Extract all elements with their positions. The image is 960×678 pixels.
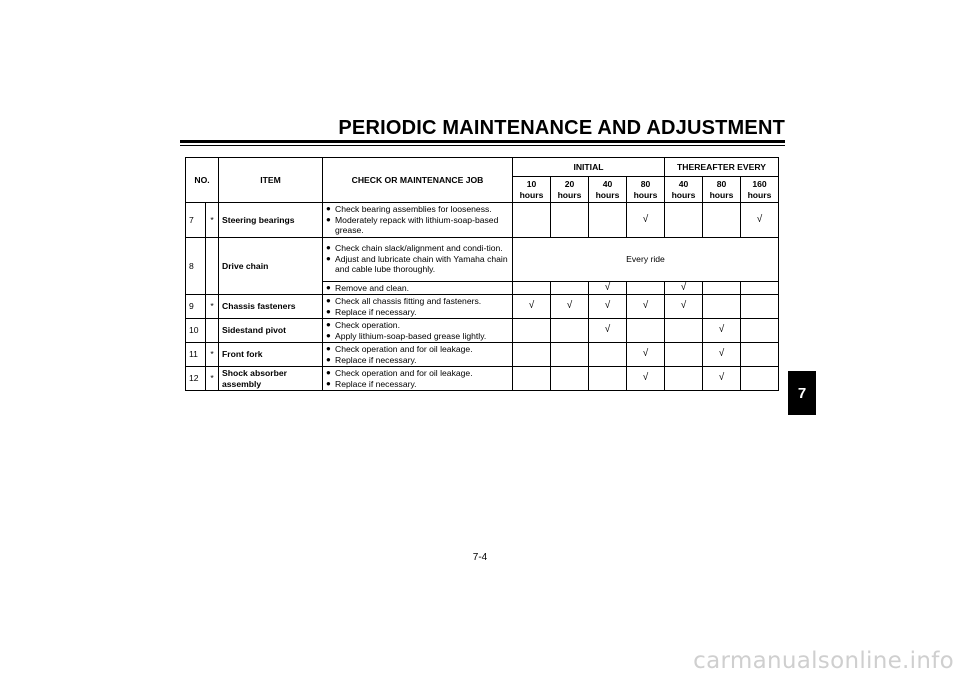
row-item: Drive chain <box>219 237 323 295</box>
job-text: Replace if necessary. <box>335 378 417 389</box>
check-mark-cell: √ <box>589 295 627 319</box>
empty-cell <box>551 319 589 343</box>
job-text: Replace if necessary. <box>335 306 417 317</box>
job-text: Check operation and for oil leakage. <box>335 368 473 378</box>
empty-cell <box>589 203 627 238</box>
header-thereafter: THEREAFTER EVERY <box>665 158 779 177</box>
footer-watermark: carmanualsonline.info <box>693 648 954 674</box>
chapter-tab[interactable]: 7 <box>788 371 816 415</box>
row-star: * <box>206 203 219 238</box>
check-mark-cell: √ <box>627 367 665 391</box>
bullet-icon: ● <box>326 214 331 224</box>
bullet-icon: ● <box>326 253 331 263</box>
interval-value: 80 <box>716 179 727 189</box>
header-interval <box>551 177 589 203</box>
check-mark-cell: √ <box>551 295 589 319</box>
bullet-icon: ● <box>326 204 331 213</box>
header-interval <box>703 177 741 203</box>
page-title: PERIODIC MAINTENANCE AND ADJUSTMENT <box>338 117 785 139</box>
row-job <box>323 319 513 343</box>
table-row <box>186 343 779 367</box>
row-number: 11 <box>186 343 206 367</box>
check-mark-cell: √ <box>627 203 665 238</box>
row-star <box>206 319 219 343</box>
row-item: Chassis fasteners <box>219 295 323 319</box>
job-line <box>326 320 509 331</box>
check-mark-cell: √ <box>627 343 665 367</box>
job-line <box>326 331 509 342</box>
interval-unit: hours <box>633 189 658 200</box>
job-text: Check chain slack/alignment and condi-tion. <box>335 243 503 254</box>
header-interval <box>589 177 627 203</box>
check-mark-cell: √ <box>513 295 551 319</box>
empty-cell <box>665 203 703 238</box>
empty-cell <box>589 367 627 391</box>
empty-cell <box>513 203 551 238</box>
interval-value: 20 <box>564 179 575 189</box>
empty-cell <box>741 319 779 343</box>
row-star: * <box>206 295 219 319</box>
interval-value: 160 <box>752 179 767 189</box>
interval-unit: hours <box>709 189 734 200</box>
row-job <box>323 367 513 391</box>
empty-cell <box>627 319 665 343</box>
empty-cell <box>741 295 779 319</box>
header-job: CHECK OR MAINTENANCE JOB <box>323 158 513 203</box>
table-row <box>186 319 779 343</box>
empty-cell <box>513 281 551 295</box>
job-text: Check all chassis fitting and fasteners. <box>335 296 482 306</box>
header-initial: INITIAL <box>513 158 665 177</box>
table-row <box>186 367 779 391</box>
check-mark-cell: √ <box>589 319 627 343</box>
empty-cell <box>627 281 665 295</box>
row-item: Shock absorber assembly <box>219 367 323 391</box>
empty-cell <box>513 367 551 391</box>
row-star: * <box>206 367 219 391</box>
header-interval <box>665 177 703 203</box>
check-mark-cell: √ <box>741 203 779 238</box>
header-interval <box>627 177 665 203</box>
row-item: Front fork <box>219 343 323 367</box>
header-item: ITEM <box>219 158 323 203</box>
check-mark-cell: √ <box>665 281 703 295</box>
check-mark-cell: √ <box>665 295 703 319</box>
interval-unit: hours <box>747 189 772 200</box>
row-item: Steering bearings <box>219 203 323 238</box>
bullet-icon: ● <box>326 296 331 305</box>
empty-cell <box>551 343 589 367</box>
check-mark-cell: √ <box>703 319 741 343</box>
table-row <box>186 295 779 319</box>
bullet-icon: ● <box>326 354 331 364</box>
bullet-icon: ● <box>326 368 331 377</box>
job-line <box>326 355 509 366</box>
job-line <box>326 379 509 390</box>
row-job <box>323 295 513 319</box>
empty-cell <box>513 319 551 343</box>
row-number: 7 <box>186 203 206 238</box>
empty-cell <box>665 343 703 367</box>
empty-cell <box>513 343 551 367</box>
job-line <box>326 296 509 307</box>
bullet-icon: ● <box>326 344 331 353</box>
row-item: Sidestand pivot <box>219 319 323 343</box>
job-text: Adjust and lubricate chain with Yamaha chain and cable lube thoroughly. <box>335 253 508 275</box>
job-text: Check operation and for oil leakage. <box>335 344 473 354</box>
empty-cell <box>665 367 703 391</box>
interval-value: 10 <box>526 179 537 189</box>
job-line <box>326 344 509 355</box>
check-mark-cell: √ <box>589 281 627 295</box>
empty-cell <box>665 319 703 343</box>
empty-cell <box>703 281 741 295</box>
job-line <box>326 243 509 254</box>
interval-value: 40 <box>602 179 613 189</box>
job-text: Apply lithium-soap-based grease lightly. <box>335 330 487 341</box>
row-number: 10 <box>186 319 206 343</box>
row-star <box>206 237 219 295</box>
header-interval <box>513 177 551 203</box>
empty-cell <box>703 295 741 319</box>
job-line <box>326 204 509 215</box>
row-number: 9 <box>186 295 206 319</box>
row-job <box>323 281 513 295</box>
row-number: 8 <box>186 237 206 295</box>
header-no: NO. <box>186 158 219 203</box>
check-mark-cell: √ <box>703 367 741 391</box>
interval-value: 80 <box>640 179 651 189</box>
table-row <box>186 237 779 281</box>
check-mark-cell: √ <box>627 295 665 319</box>
interval-value: 40 <box>678 179 689 189</box>
job-text: Check operation. <box>335 320 400 330</box>
header-interval <box>741 177 779 203</box>
row-star: * <box>206 343 219 367</box>
job-line <box>326 368 509 379</box>
title-rule <box>180 140 785 143</box>
maintenance-table <box>185 157 779 391</box>
job-line <box>326 283 509 294</box>
empty-cell <box>703 203 741 238</box>
bullet-icon: ● <box>326 378 331 388</box>
empty-cell <box>741 281 779 295</box>
job-line <box>326 254 509 275</box>
bullet-icon: ● <box>326 330 331 340</box>
interval-unit: hours <box>671 189 696 200</box>
bullet-icon: ● <box>326 320 331 329</box>
empty-cell <box>741 343 779 367</box>
empty-cell <box>551 367 589 391</box>
empty-cell <box>589 343 627 367</box>
empty-cell <box>741 367 779 391</box>
job-text: Moderately repack with lithium-soap-based grease. <box>335 214 499 235</box>
title-rule-thin <box>180 145 785 146</box>
job-line <box>326 215 509 236</box>
job-text: Check bearing assemblies for looseness. <box>335 204 492 214</box>
row-job <box>323 343 513 367</box>
row-job <box>323 203 513 238</box>
row-number: 12 <box>186 367 206 391</box>
check-mark-cell: √ <box>703 343 741 367</box>
row-job <box>323 237 513 281</box>
page-number: 7-4 <box>472 552 488 563</box>
interval-unit: hours <box>557 189 582 200</box>
job-text: Remove and clean. <box>335 282 410 293</box>
job-line <box>326 307 509 318</box>
table-row <box>186 203 779 238</box>
bullet-icon: ● <box>326 282 331 292</box>
empty-cell <box>551 281 589 295</box>
bullet-icon: ● <box>326 306 331 316</box>
job-text: Replace if necessary. <box>335 354 417 365</box>
bullet-icon: ● <box>326 243 331 253</box>
empty-cell <box>551 203 589 238</box>
every-ride-cell: Every ride <box>513 237 779 281</box>
interval-unit: hours <box>595 189 620 200</box>
interval-unit: hours <box>519 189 544 200</box>
